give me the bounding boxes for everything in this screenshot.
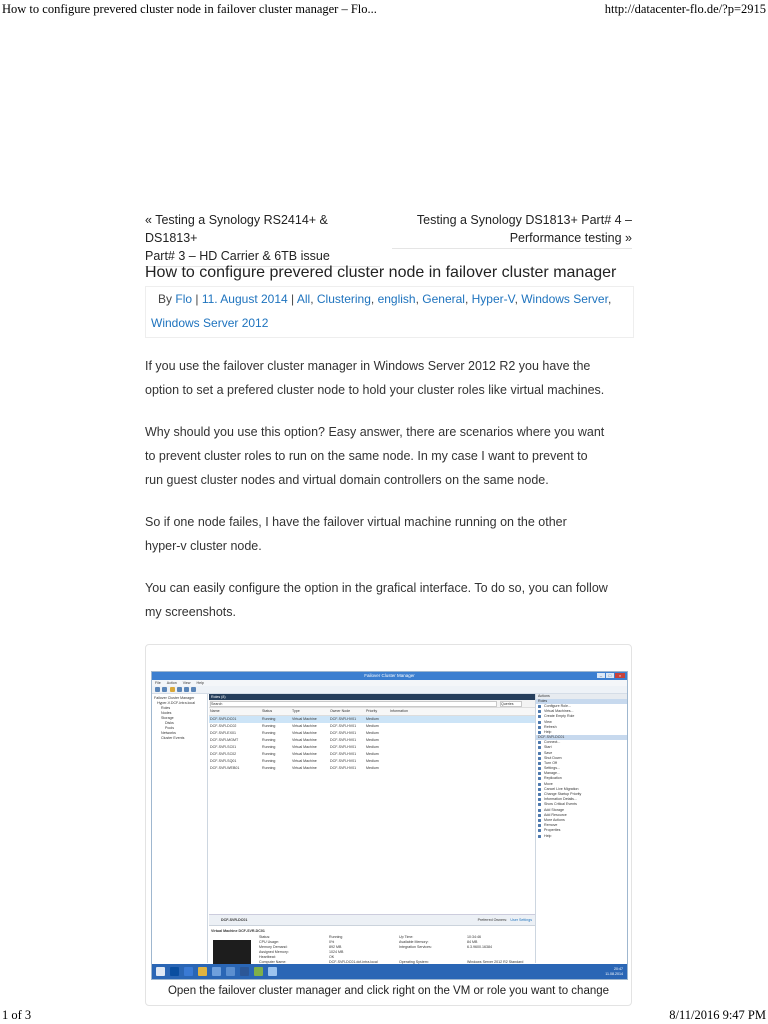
previous-post-link[interactable] [145,211,380,267]
windows-taskbar [152,964,627,979]
action-item: Add Resource [536,813,627,818]
search-row [209,700,535,708]
category-link-hyper-v[interactable]: Hyper-V [471,292,515,306]
explorer-icon [198,967,207,976]
paragraph-2: Why should you use this option? Easy answer, there are scenarios where you want to prevent cluster roles to run on the same node. In my case I want to prevent to run guest cluster nodes and virtual domain controllers on the same node. [145,425,605,487]
column-header-priority: Priority [365,708,389,716]
category-link-english[interactable]: english [377,292,416,306]
menu-help: Help [196,681,204,685]
detail-right-values: 10:34:46 84 MB 6.3.9600.16384 Windows Server 2012 R2 Standard [467,935,524,964]
detail-user-settings-link: User Settings [510,918,532,922]
detail-left-labels: Status: CPU Usage: Memory Demand: Assigned Memory: Heartbeat: Computer Name: [259,935,289,964]
view-icon [191,687,196,692]
action-item: Help [536,834,627,839]
table-row: DCF-SVR-SC01 Running Virtual Machine DCF-SVR-HV01 Medium [210,745,379,749]
column-header-status: Status [261,708,291,716]
action-item: Turn Off [536,761,627,766]
navigation-tree [152,694,208,963]
action-item: Shut Down [536,756,627,761]
action-item: More Actions [536,818,627,823]
close-icon: × [615,673,625,678]
column-header-type: Type [291,708,329,716]
category-link-general[interactable]: General [422,292,465,306]
actions-header: Actions [536,694,627,699]
minimize-icon: – [597,673,605,678]
print-footer-datetime: 8/11/2016 9:47 PM [669,1008,766,1022]
paragraph-4: You can easily configure the option in the grafical interface. To do so, you can follow my screenshots. [145,581,608,619]
start-icon [156,967,165,976]
action-item: Add Storage [536,808,627,813]
date-link[interactable]: 11. August 2014 [201,292,288,306]
print-footer [0,1006,768,1024]
category-link-windows-server-2012[interactable]: Windows Server 2012 [151,316,269,330]
column-header-information: Information [389,708,535,716]
roles-header: Roles (8) [209,694,535,700]
tree-item-root: Failover Cluster Manager [154,696,195,700]
author-link[interactable]: Flo [175,292,193,306]
actions-pane [535,694,627,963]
failover-cluster-manager-screenshot[interactable] [151,671,628,980]
hyperv-manager-icon [226,967,235,976]
table-row: DCF-SVR-DC02 Running Virtual Machine DCF-SVR-HV01 Medium [210,724,379,728]
action-item: Settings... [536,766,627,771]
menu-view: View [182,681,191,685]
detail-preferred-owners: Preferred Owners: [477,918,507,922]
column-header-name: Name [209,708,261,716]
server-manager-icon [184,967,193,976]
tree-item-roles: Roles [161,706,171,710]
roles-table [209,708,535,772]
category-link-windows-server[interactable]: Windows Server [521,292,608,306]
action-item: Create Empty Role [536,714,627,719]
action-item: Move [536,782,627,787]
taskbar-app-icon-3 [268,967,277,976]
action-item: Properties [536,828,627,833]
action-item: Remove [536,823,627,828]
print-header [0,0,768,18]
powershell-icon [170,967,179,976]
category-link-all[interactable]: All [296,292,311,306]
paragraph-1: If you use the failover cluster manager in Windows Server 2012 R2 you have the option to set a prefered cluster node to hold your cluster roles like virtual machines. [145,359,605,397]
screenshot-figure [145,644,632,1006]
table-row: DCF-SVR-SQ01 Running Virtual Machine DCF-SVR-HV01 Medium [210,759,379,763]
roles-pane [209,694,535,963]
roles-empty-area [209,772,535,915]
action-item: Information Details... [536,797,627,802]
meta-separator-2: | [291,292,295,306]
menu-file: File [155,681,161,685]
next-post-line2: Performance testing » [509,231,632,245]
taskbar-app-icon [240,967,249,976]
action-item: Show Critical Events [536,802,627,807]
meta-separator: | [195,292,199,306]
menu-action: Action [166,681,177,685]
vm-thumbnail [213,940,251,966]
window-title: Failover Cluster Manager [364,673,415,678]
taskbar-clock [605,967,623,976]
back-icon [155,687,160,692]
tree-item-cluster-events: Cluster Events [161,736,185,740]
table-row: DCF-SVR-EX01 Running Virtual Machine DCF-SVR-HV01 Medium [210,731,379,735]
help-icon [184,687,189,692]
toolbar [152,686,627,694]
action-item: Cancel Live Migration [536,787,627,792]
table-row: DCF-SVR-MGMT Running Virtual Machine DCF-SVR-HV01 Medium [210,738,379,742]
window-titlebar [152,672,627,680]
table-row: DCF-SVR-DC01 Running Virtual Machine DCF-SVR-HV01 Medium [209,716,535,724]
previous-post-line2: Part# 3 – HD Carrier & 6TB issue [145,249,330,263]
search-input: Search [210,701,497,707]
previous-post-line1: « Testing a Synology RS2414+ & DS1813+ [145,213,328,245]
folder-icon [170,687,175,692]
print-footer-page: 1 of 3 [2,1008,32,1022]
post-title: How to configure prevered cluster node in failover cluster manager [145,264,617,281]
tree-item-pools: Pools [165,726,174,730]
detail-right-labels: Up Time: Available Memory: Integration Services: Operating System: [399,935,432,964]
figure-caption: Open the failover cluster manager and click right on the VM or role you want to change [167,985,610,997]
print-header-url: http://datacenter-flo.de/?p=2915 [604,2,766,16]
table-row: DCF-SVR-WEB01 Running Virtual Machine DCF-SVR-HV01 Medium [210,766,379,770]
actions-group-roles: Roles [536,699,627,704]
action-item: Replication [536,776,627,781]
action-item: Change Startup Priority [536,792,627,797]
next-post-link[interactable] [392,211,632,249]
action-item: Refresh [536,725,627,730]
meta-by: By [158,292,173,306]
tree-item-cluster: Hyper-V.DCF-Intra.local [157,701,196,705]
action-item: View [536,720,627,725]
action-item: Manage... [536,771,627,776]
tree-item-networks: Networks [161,731,176,735]
table-row: DCF-SVR-SC02 Running Virtual Machine DCF-SVR-HV01 Medium [210,752,379,756]
clock-time: 20:47 [614,967,623,971]
action-item: Start [536,745,627,750]
tree-item-storage: Storage [161,716,174,720]
clock-date: 11.08.2014 [605,971,623,976]
post-navigation [145,211,632,263]
category-link-clustering[interactable]: Clustering [316,292,371,306]
forward-icon [162,687,167,692]
detail-subtitle: Virtual Machine DCF-SVR-DC01 [211,929,265,933]
properties-icon [177,687,182,692]
next-post-line1: Testing a Synology DS1813+ Part# 4 – [416,213,632,227]
queries-button: Queries [500,701,522,707]
detail-header [209,915,535,926]
tree-item-disks: Disks [165,721,174,725]
detail-vm-name: DCF-SVR-DC01 [221,918,248,922]
paragraph-3: So if one node failes, I have the failover virtual machine running on the other hyper-v cluster node. [145,515,567,553]
action-item: Virtual Machines... [536,709,627,714]
cluster-manager-icon [212,967,221,976]
action-item: Connect... [536,740,627,745]
action-item: Save [536,751,627,756]
post-meta: By Flo | 11. August 2014 | All, Clustering, english, General, Hyper-V, Windows Server, Windows Server 2012 [145,286,634,338]
detail-left-values: Running 0% 892 MB 1024 MB OK DCF-SVR-DC01.dcf-intra.local [329,935,378,964]
actions-group-vm: DCF-SVR-DC01 [536,735,627,740]
action-item: Help [536,730,627,735]
tree-item-nodes: Nodes [161,711,172,715]
maximize-icon: □ [606,673,614,678]
column-header-owner-node: Owner Node [329,708,365,716]
print-header-title: How to configure prevered cluster node in failover cluster manager – Flo... [2,2,377,16]
taskbar-app-icon-2 [254,967,263,976]
action-item: Configure Role... [536,704,627,709]
